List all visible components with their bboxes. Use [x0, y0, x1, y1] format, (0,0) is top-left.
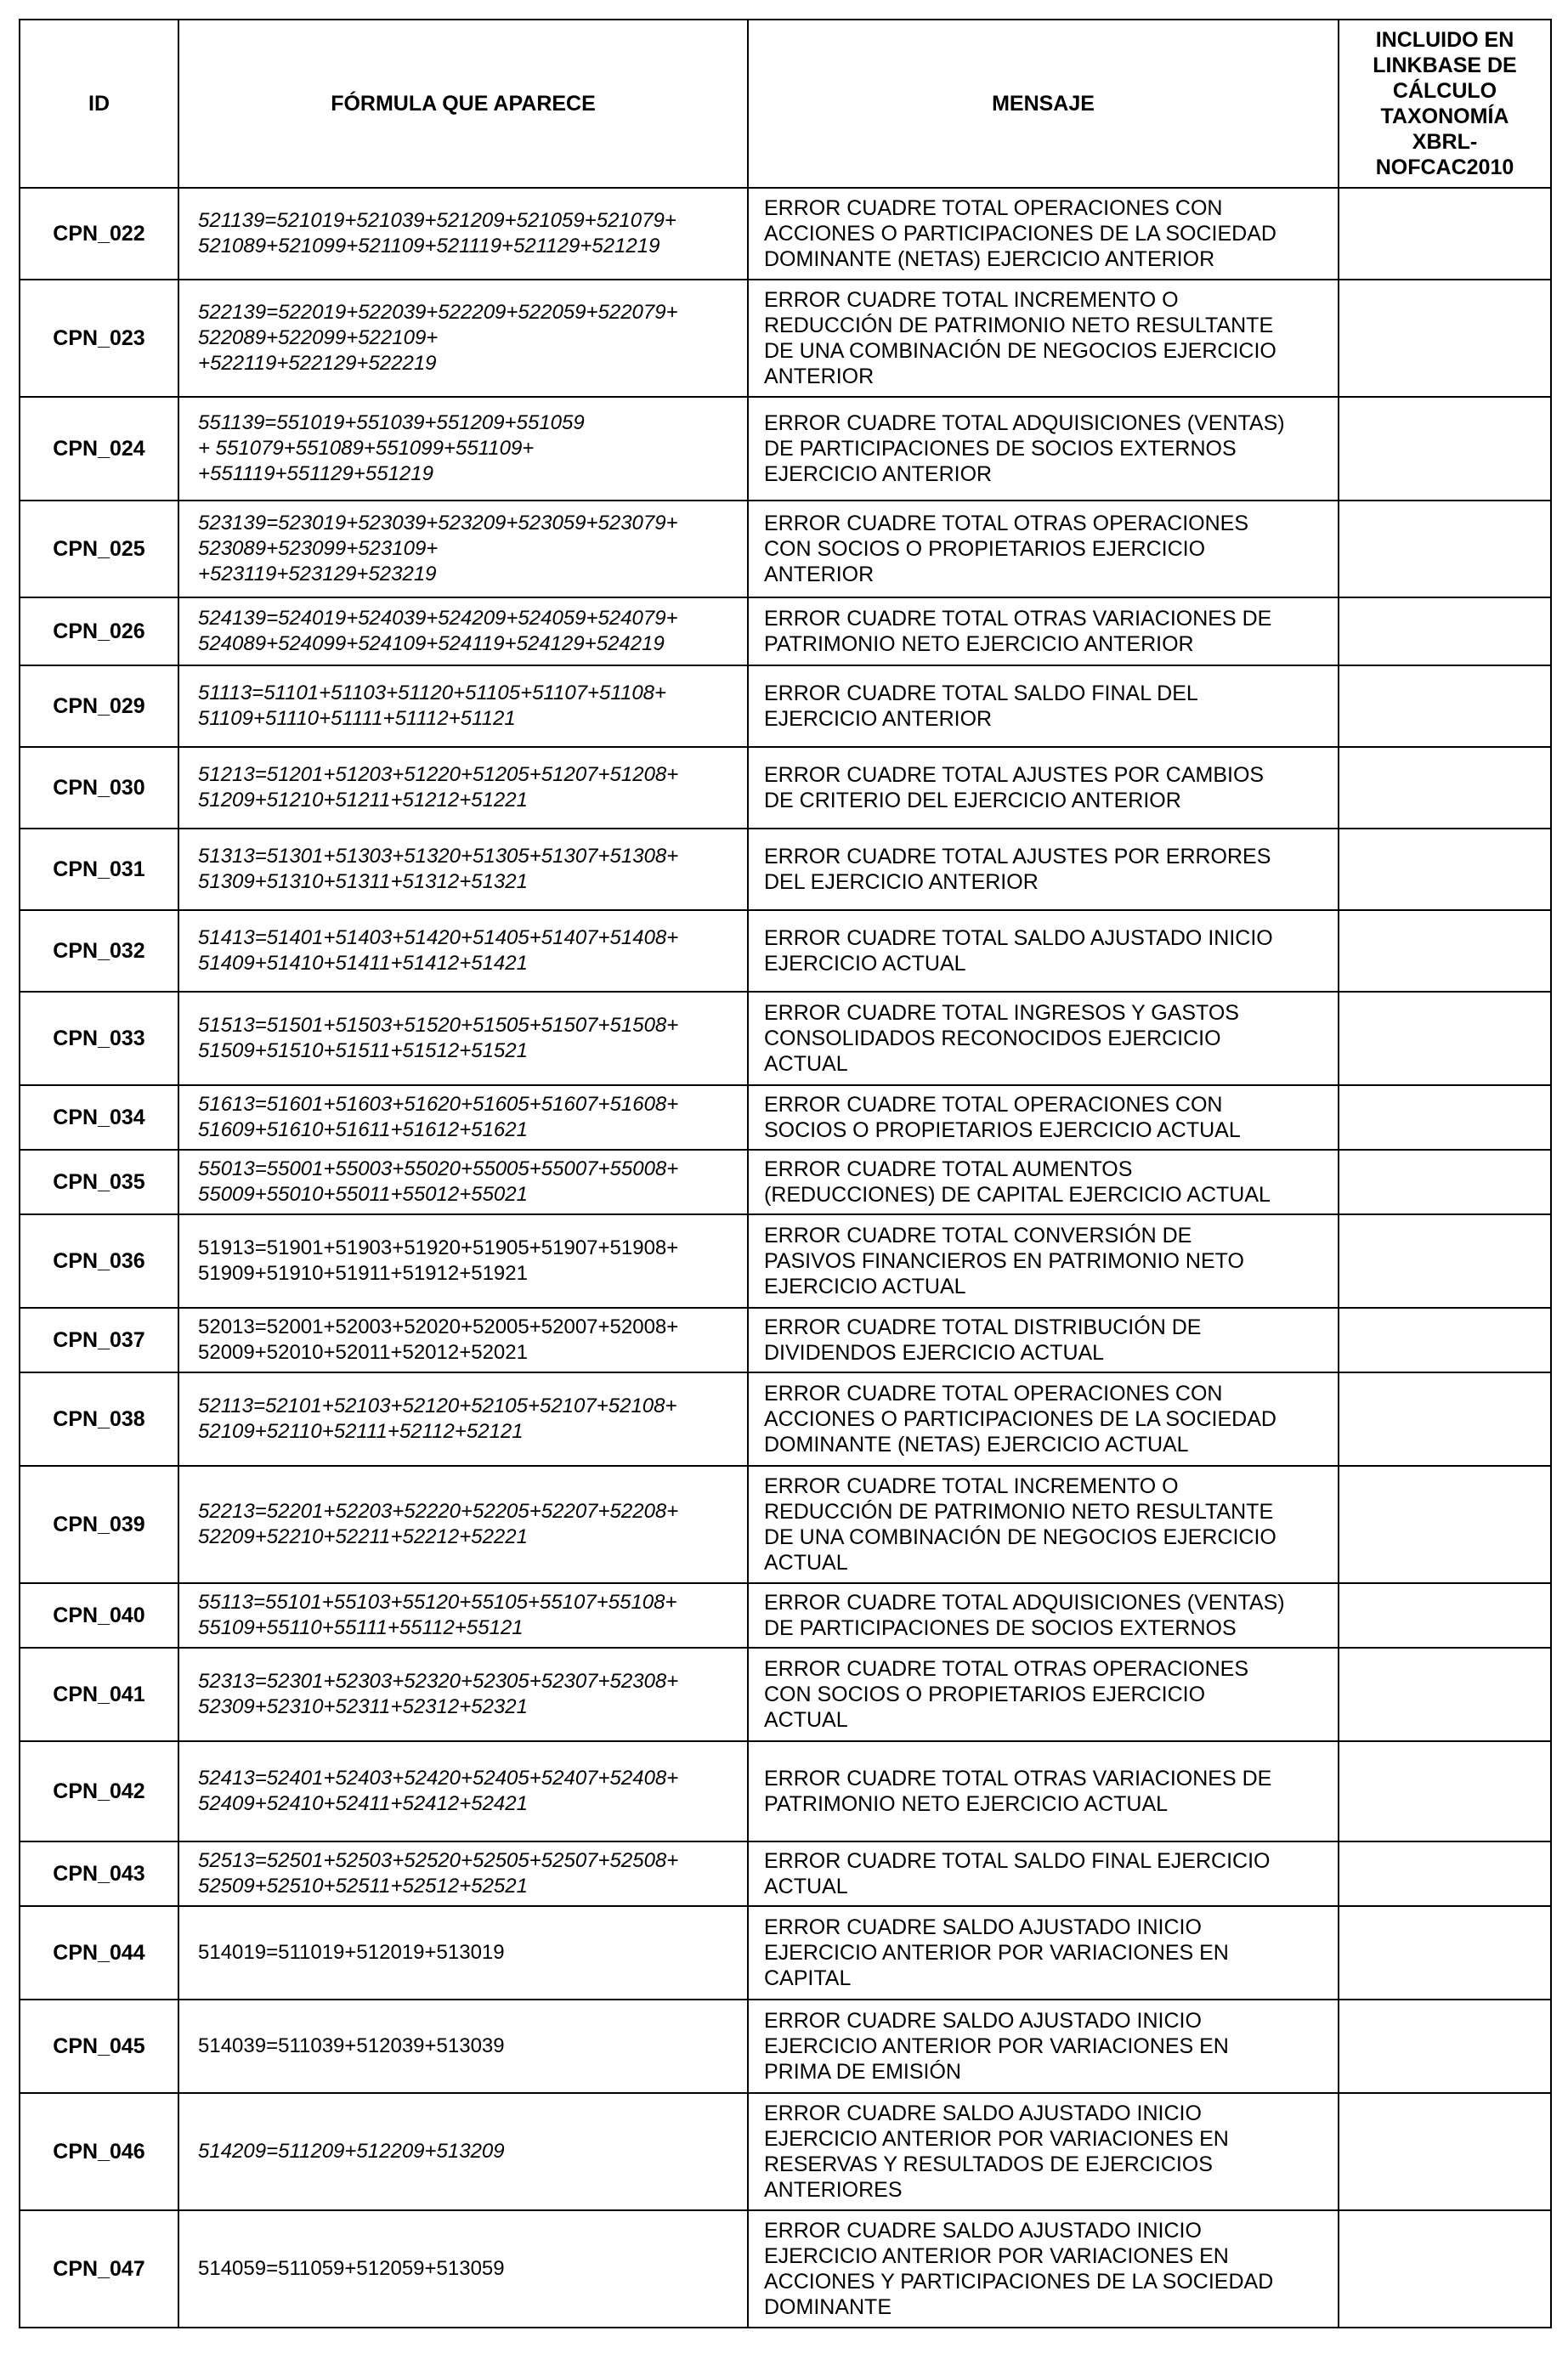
rule-formula: [178, 280, 748, 397]
header-included-line: XBRL-: [1412, 130, 1478, 154]
rule-message: [748, 1085, 1339, 1150]
formula-line: 51513=51501+51503+51520+51505+51507+51508+: [198, 1014, 679, 1037]
message-line: ERROR CUADRE TOTAL OTRAS OPERACIONES: [764, 512, 1249, 535]
message-line: ACTUAL: [764, 1551, 848, 1575]
rule-message: [748, 1214, 1339, 1308]
message-line: ERROR CUADRE TOTAL OPERACIONES CON: [764, 1093, 1223, 1117]
message-line: DE UNA COMBINACIÓN DE NEGOCIOS EJERCICIO: [764, 339, 1276, 363]
message-line: CAPITAL: [764, 1966, 852, 1990]
header-formula: FÓRMULA QUE APARECE: [178, 20, 748, 188]
rule-id: CPN_047: [20, 2210, 178, 2328]
message-line: ERROR CUADRE SALDO AJUSTADO INICIO: [764, 1915, 1202, 1939]
message-line: ERROR CUADRE TOTAL OTRAS OPERACIONES: [764, 1657, 1249, 1681]
rule-formula: [178, 829, 748, 910]
message-line: (REDUCCIONES) DE CAPITAL EJERCICIO ACTUAL: [764, 1183, 1271, 1207]
rule-message: [748, 597, 1339, 665]
message-line: ERROR CUADRE TOTAL OPERACIONES CON: [764, 196, 1223, 220]
message-line: ERROR CUADRE TOTAL AJUSTES POR ERRORES: [764, 845, 1271, 868]
rule-id: CPN_026: [20, 597, 178, 665]
message-line: EJERCICIO ACTUAL: [764, 1275, 966, 1298]
message-line: ERROR CUADRE TOTAL ADQUISICIONES (VENTAS): [764, 1591, 1285, 1615]
message-line: ERROR CUADRE TOTAL ADQUISICIONES (VENTAS): [764, 411, 1285, 435]
formula-line: +523119+523129+523219: [198, 563, 437, 586]
formula-line: 52113=52101+52103+52120+52105+52107+52108+: [198, 1394, 677, 1417]
document-page: [19, 19, 1550, 2340]
rule-message: [748, 665, 1339, 747]
rule-message: [748, 1150, 1339, 1214]
formula-line: 51309+51310+51311+51312+51321: [198, 870, 528, 893]
formula-line: 514019=511019+512019+513019: [198, 1941, 505, 1964]
table-row: [20, 280, 1551, 397]
rule-id: CPN_039: [20, 1466, 178, 1583]
message-line: ANTERIOR: [764, 563, 875, 586]
formula-line: 51109+51110+51111+51112+51121: [198, 707, 516, 730]
rule-id: CPN_041: [20, 1648, 178, 1741]
rule-included-cell: [1339, 397, 1551, 501]
rule-formula: [178, 1085, 748, 1150]
rule-formula: [178, 1308, 748, 1372]
rule-included-cell: [1339, 747, 1551, 829]
formula-line: 52413=52401+52403+52420+52405+52407+52408+: [198, 1767, 679, 1790]
message-line: ERROR CUADRE TOTAL OTRAS VARIACIONES DE: [764, 607, 1272, 631]
message-line: DOMINANTE (NETAS) EJERCICIO ACTUAL: [764, 1433, 1189, 1457]
formula-line: 55009+55010+55011+55012+55021: [198, 1183, 528, 1206]
message-line: PATRIMONIO NETO EJERCICIO ACTUAL: [764, 1792, 1169, 1816]
rule-formula: [178, 1372, 748, 1466]
formula-line: 524139=524019+524039+524209+524059+524079+: [198, 607, 678, 630]
formula-line: 522139=522019+522039+522209+522059+522079+: [198, 301, 678, 324]
message-line: ERROR CUADRE TOTAL DISTRIBUCIÓN DE: [764, 1315, 1202, 1339]
formula-line: 51313=51301+51303+51320+51305+51307+51308+: [198, 845, 679, 868]
rule-id: CPN_035: [20, 1150, 178, 1214]
rule-formula: [178, 2093, 748, 2210]
rule-formula: [178, 1841, 748, 1906]
rule-message: [748, 397, 1339, 501]
rule-id: CPN_030: [20, 747, 178, 829]
table-row: [20, 829, 1551, 910]
table-row: [20, 747, 1551, 829]
message-line: ERROR CUADRE TOTAL INGRESOS Y GASTOS: [764, 1001, 1239, 1025]
rule-included-cell: [1339, 1583, 1551, 1648]
rule-message: [748, 910, 1339, 992]
rule-formula: [178, 1466, 748, 1583]
rule-included-cell: [1339, 829, 1551, 910]
message-line: EJERCICIO ACTUAL: [764, 952, 966, 976]
rule-id: CPN_046: [20, 2093, 178, 2210]
rule-formula: [178, 2210, 748, 2328]
message-line: DIVIDENDOS EJERCICIO ACTUAL: [764, 1341, 1105, 1365]
table-row: [20, 992, 1551, 1085]
rule-id: CPN_031: [20, 829, 178, 910]
rule-message: [748, 2093, 1339, 2210]
formula-line: 551139=551019+551039+551209+551059: [198, 411, 585, 434]
formula-line: + 551079+551089+551099+551109+: [198, 437, 535, 460]
rule-included-cell: [1339, 1841, 1551, 1906]
formula-line: 52109+52110+52111+52112+52121: [198, 1420, 524, 1443]
message-line: REDUCCIÓN DE PATRIMONIO NETO RESULTANTE: [764, 1500, 1274, 1524]
rule-id: CPN_042: [20, 1741, 178, 1841]
rule-included-cell: [1339, 992, 1551, 1085]
rule-message: [748, 1841, 1339, 1906]
rule-message: [748, 188, 1339, 280]
message-line: DEL EJERCICIO ANTERIOR: [764, 870, 1039, 894]
table-row: [20, 1372, 1551, 1466]
message-line: EJERCICIO ANTERIOR POR VARIACIONES EN: [764, 1941, 1229, 1965]
rule-included-cell: [1339, 2000, 1551, 2093]
table-row: [20, 1841, 1551, 1906]
rule-formula: [178, 188, 748, 280]
message-line: DOMINANTE: [764, 2295, 892, 2319]
message-line: SOCIOS O PROPIETARIOS EJERCICIO ACTUAL: [764, 1118, 1241, 1142]
rule-id: CPN_025: [20, 501, 178, 597]
rule-message: [748, 1906, 1339, 2000]
rule-id: CPN_037: [20, 1308, 178, 1372]
rule-formula: [178, 1150, 748, 1214]
formula-line: 51413=51401+51403+51420+51405+51407+51408+: [198, 926, 679, 949]
rule-id: CPN_045: [20, 2000, 178, 2093]
table-row: [20, 1085, 1551, 1150]
header-included-line: NOFCAC2010: [1375, 156, 1514, 179]
message-line: ACCIONES O PARTICIPACIONES DE LA SOCIEDAD: [764, 222, 1276, 246]
message-line: ERROR CUADRE TOTAL SALDO AJUSTADO INICIO: [764, 926, 1273, 950]
table-row: [20, 1648, 1551, 1741]
formula-line: 514059=511059+512059+513059: [198, 2257, 505, 2280]
header-id: ID: [20, 20, 178, 188]
message-line: DE PARTICIPACIONES DE SOCIOS EXTERNOS: [764, 437, 1237, 461]
formula-line: 51509+51510+51511+51512+51521: [198, 1039, 528, 1062]
table-row: [20, 1214, 1551, 1308]
rule-id: CPN_036: [20, 1214, 178, 1308]
formula-line: 52313=52301+52303+52320+52305+52307+52308+: [198, 1670, 679, 1693]
message-line: EJERCICIO ANTERIOR POR VARIACIONES EN: [764, 2244, 1229, 2268]
formula-line: +522119+522129+522219: [198, 352, 437, 375]
message-line: ERROR CUADRE TOTAL OTRAS VARIACIONES DE: [764, 1767, 1272, 1790]
formula-line: 52509+52510+52511+52512+52521: [198, 1875, 528, 1898]
table-row: [20, 2210, 1551, 2328]
rule-formula: [178, 747, 748, 829]
message-line: RESERVAS Y RESULTADOS DE EJERCICIOS: [764, 2153, 1213, 2176]
formula-line: 52513=52501+52503+52520+52505+52507+52508+: [198, 1849, 679, 1872]
formula-line: 52009+52010+52011+52012+52021: [198, 1341, 528, 1364]
message-line: PASIVOS FINANCIEROS EN PATRIMONIO NETO: [764, 1249, 1244, 1273]
rule-included-cell: [1339, 1308, 1551, 1372]
table-row: [20, 1906, 1551, 2000]
formula-line: 514039=511039+512039+513039: [198, 2034, 505, 2057]
rule-included-cell: [1339, 188, 1551, 280]
rule-formula: [178, 910, 748, 992]
message-line: ERROR CUADRE TOTAL SALDO FINAL EJERCICIO: [764, 1849, 1271, 1873]
header-included: [1339, 20, 1551, 188]
message-line: ERROR CUADRE TOTAL INCREMENTO O: [764, 1474, 1179, 1498]
message-line: ACTUAL: [764, 1052, 848, 1076]
table-row: [20, 1583, 1551, 1648]
message-line: ERROR CUADRE SALDO AJUSTADO INICIO: [764, 2219, 1202, 2243]
formula-line: 51409+51410+51411+51412+51421: [198, 952, 528, 975]
rule-message: [748, 1741, 1339, 1841]
rule-id: CPN_043: [20, 1841, 178, 1906]
rule-included-cell: [1339, 910, 1551, 992]
message-line: ANTERIORES: [764, 2178, 903, 2202]
rule-id: CPN_040: [20, 1583, 178, 1648]
message-line: DE CRITERIO DEL EJERCICIO ANTERIOR: [764, 789, 1181, 812]
formula-line: 51209+51210+51211+51212+51221: [198, 789, 528, 812]
rule-included-cell: [1339, 501, 1551, 597]
message-line: DE PARTICIPACIONES DE SOCIOS EXTERNOS: [764, 1616, 1237, 1640]
message-line: ERROR CUADRE TOTAL OPERACIONES CON: [764, 1382, 1223, 1406]
rule-message: [748, 1583, 1339, 1648]
rule-id: CPN_029: [20, 665, 178, 747]
message-line: DOMINANTE (NETAS) EJERCICIO ANTERIOR: [764, 247, 1215, 271]
formula-line: 52409+52410+52411+52412+52421: [198, 1792, 528, 1815]
message-line: DE UNA COMBINACIÓN DE NEGOCIOS EJERCICIO: [764, 1525, 1276, 1549]
message-line: ERROR CUADRE TOTAL SALDO FINAL DEL: [764, 682, 1198, 705]
table-row: [20, 397, 1551, 501]
rule-formula: [178, 1214, 748, 1308]
rule-included-cell: [1339, 1648, 1551, 1741]
rule-message: [748, 1648, 1339, 1741]
rule-id: CPN_022: [20, 188, 178, 280]
message-line: PATRIMONIO NETO EJERCICIO ANTERIOR: [764, 632, 1194, 656]
rule-included-cell: [1339, 1150, 1551, 1214]
rule-message: [748, 2210, 1339, 2328]
rule-included-cell: [1339, 597, 1551, 665]
table-row: [20, 910, 1551, 992]
table-row: [20, 1150, 1551, 1214]
formula-line: 521139=521019+521039+521209+521059+521079+: [198, 209, 676, 232]
formula-line: 51613=51601+51603+51620+51605+51607+51608+: [198, 1093, 679, 1116]
message-line: EJERCICIO ANTERIOR POR VARIACIONES EN: [764, 2034, 1229, 2058]
rule-included-cell: [1339, 280, 1551, 397]
rule-id: CPN_023: [20, 280, 178, 397]
message-line: EJERCICIO ANTERIOR: [764, 462, 993, 486]
rule-message: [748, 2000, 1339, 2093]
rule-message: [748, 501, 1339, 597]
formula-line: +551119+551129+551219: [198, 462, 433, 485]
rule-included-cell: [1339, 1741, 1551, 1841]
formula-line: 523089+523099+523109+: [198, 537, 439, 560]
message-line: ACCIONES O PARTICIPACIONES DE LA SOCIEDAD: [764, 1407, 1276, 1431]
rule-formula: [178, 1583, 748, 1648]
formula-line: 51913=51901+51903+51920+51905+51907+51908+: [198, 1236, 679, 1259]
rule-formula: [178, 597, 748, 665]
formula-line: 51609+51610+51611+51612+51621: [198, 1118, 528, 1141]
rule-id: CPN_034: [20, 1085, 178, 1150]
message-line: EJERCICIO ANTERIOR: [764, 707, 993, 731]
formula-line: 52309+52310+52311+52312+52321: [198, 1695, 528, 1718]
message-line: ACCIONES Y PARTICIPACIONES DE LA SOCIEDAD: [764, 2270, 1274, 2294]
message-line: CON SOCIOS O PROPIETARIOS EJERCICIO: [764, 1683, 1206, 1706]
message-line: ERROR CUADRE TOTAL INCREMENTO O: [764, 288, 1179, 312]
formula-line: 522089+522099+522109+: [198, 326, 439, 349]
rule-message: [748, 1308, 1339, 1372]
formula-line: 52213=52201+52203+52220+52205+52207+52208+: [198, 1500, 679, 1523]
message-line: ERROR CUADRE SALDO AJUSTADO INICIO: [764, 2009, 1202, 2033]
rule-included-cell: [1339, 1372, 1551, 1466]
header-included-line: CÁLCULO: [1392, 79, 1497, 103]
message-line: PRIMA DE EMISIÓN: [764, 2060, 961, 2084]
message-line: CONSOLIDADOS RECONOCIDOS EJERCICIO: [764, 1027, 1221, 1050]
rule-formula: [178, 2000, 748, 2093]
message-line: ACTUAL: [764, 1708, 848, 1732]
rule-formula: [178, 665, 748, 747]
header-included-line: INCLUIDO EN: [1375, 28, 1514, 52]
rule-id: CPN_024: [20, 397, 178, 501]
validation-rules-table: [19, 19, 1552, 2328]
message-line: ERROR CUADRE TOTAL CONVERSIÓN DE: [764, 1224, 1192, 1247]
formula-line: 521089+521099+521109+521119+521129+521219: [198, 235, 660, 257]
formula-line: 51113=51101+51103+51120+51105+51107+51108+: [198, 682, 667, 704]
rule-message: [748, 1372, 1339, 1466]
message-line: ACTUAL: [764, 1875, 848, 1898]
table-row: [20, 188, 1551, 280]
rule-message: [748, 280, 1339, 397]
rule-message: [748, 829, 1339, 910]
rule-id: CPN_044: [20, 1906, 178, 2000]
rule-message: [748, 747, 1339, 829]
formula-line: 52209+52210+52211+52212+52221: [198, 1525, 528, 1548]
table-row: [20, 1466, 1551, 1583]
header-included-line: LINKBASE DE: [1373, 54, 1517, 77]
rule-formula: [178, 1741, 748, 1841]
table-row: [20, 501, 1551, 597]
formula-line: 52013=52001+52003+52020+52005+52007+52008+: [198, 1315, 679, 1338]
rule-included-cell: [1339, 1214, 1551, 1308]
message-line: ERROR CUADRE SALDO AJUSTADO INICIO: [764, 2102, 1202, 2125]
rule-formula: [178, 1906, 748, 2000]
message-line: ANTERIOR: [764, 365, 875, 388]
table-body: [20, 188, 1551, 2328]
table-row: [20, 1741, 1551, 1841]
rule-formula: [178, 501, 748, 597]
message-line: CON SOCIOS O PROPIETARIOS EJERCICIO: [764, 537, 1206, 561]
message-line: REDUCCIÓN DE PATRIMONIO NETO RESULTANTE: [764, 314, 1274, 337]
formula-line: 55013=55001+55003+55020+55005+55007+55008+: [198, 1157, 679, 1180]
rule-id: CPN_032: [20, 910, 178, 992]
header-message: MENSAJE: [748, 20, 1339, 188]
formula-line: 55113=55101+55103+55120+55105+55107+55108+: [198, 1591, 677, 1614]
header-row: [20, 20, 1551, 188]
formula-line: 51909+51910+51911+51912+51921: [198, 1262, 528, 1285]
table-row: [20, 2000, 1551, 2093]
rule-formula: [178, 397, 748, 501]
rule-formula: [178, 992, 748, 1085]
rule-message: [748, 992, 1339, 1085]
table-row: [20, 665, 1551, 747]
header-included-line: TAXONOMÍA: [1380, 105, 1509, 128]
rule-included-cell: [1339, 1085, 1551, 1150]
table-row: [20, 597, 1551, 665]
message-line: ERROR CUADRE TOTAL AUMENTOS: [764, 1157, 1133, 1181]
formula-line: 514209=511209+512209+513209: [198, 2140, 505, 2163]
formula-line: 55109+55110+55111+55112+55121: [198, 1616, 524, 1639]
rule-included-cell: [1339, 2093, 1551, 2210]
rule-message: [748, 1466, 1339, 1583]
rule-included-cell: [1339, 2210, 1551, 2328]
rule-id: CPN_033: [20, 992, 178, 1085]
formula-line: 523139=523019+523039+523209+523059+523079+: [198, 512, 678, 535]
table-row: [20, 2093, 1551, 2210]
formula-line: 524089+524099+524109+524119+524129+524219: [198, 632, 665, 655]
table-row: [20, 1308, 1551, 1372]
message-line: EJERCICIO ANTERIOR POR VARIACIONES EN: [764, 2127, 1229, 2151]
message-line: ERROR CUADRE TOTAL AJUSTES POR CAMBIOS: [764, 763, 1265, 787]
rule-id: CPN_038: [20, 1372, 178, 1466]
formula-line: 51213=51201+51203+51220+51205+51207+51208+: [198, 763, 679, 786]
rule-included-cell: [1339, 665, 1551, 747]
rule-formula: [178, 1648, 748, 1741]
rule-included-cell: [1339, 1906, 1551, 2000]
rule-included-cell: [1339, 1466, 1551, 1583]
